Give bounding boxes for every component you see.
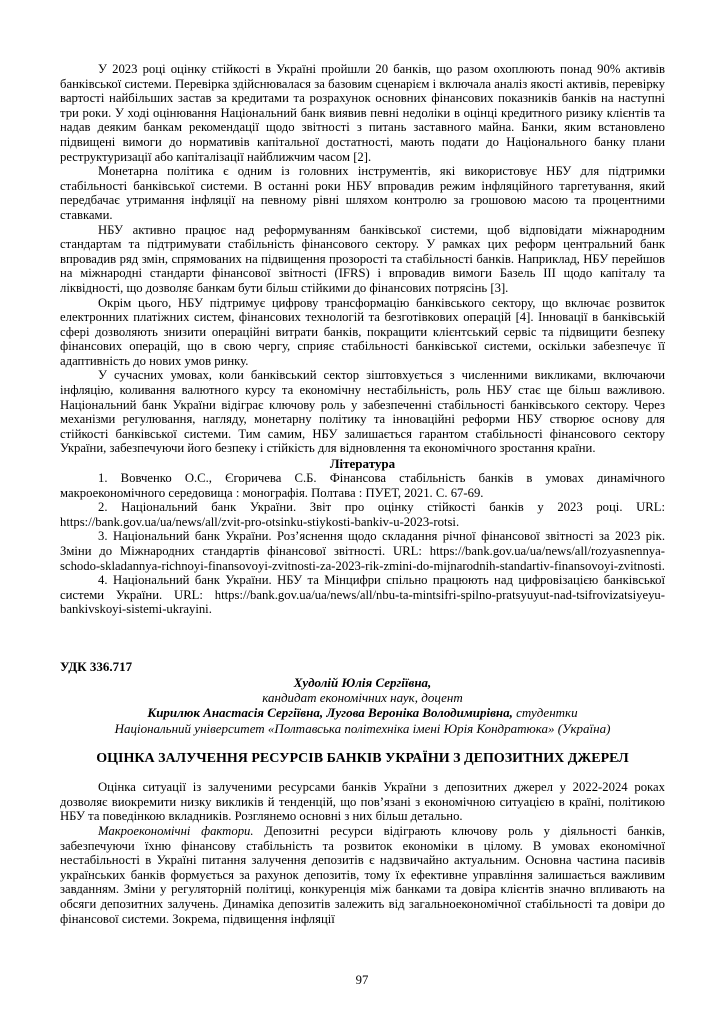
author1-role: кандидат економічних наук, доцент xyxy=(262,689,463,705)
affiliation: Національний університет «Полтавська політехніка імені Юрія Кондратюка» (Україна) xyxy=(114,720,611,736)
reference-item: 4. Національний банк України. НБУ та Мінцифри спільно працюють над цифровізацією банківської системи України. URL: https://bank.gov.ua/ua/news/all/nbu-ta-mintsifri-spilno-pratsyuyut-nad-tsifrovizatsiyeyu-bankivskoyi-sistemi-ukrayini. xyxy=(60,573,665,617)
body-paragraph xyxy=(60,824,665,926)
paragraph-rest: Депозитні ресурси відіграють ключову роль у діяльності банків, забезпечуючи їхню фінансову стабільність та розвиток економіки в цілому. В умовах економічної нестабільності в Україні питання залучення депозитів є надзвичайно актуальним. Основна частина пасивів українських банків формується за рахунок депозитів, тому їх ефективне управління залишається важливим завданням. Зміни у регуляторній політиці, конкуренція між банками та довіра клієнтів значно впливають на обсяги депозитних залучень. Динаміка депозитів залежить від загальноекономічної стабільності та довіри до фінансової системи. Зокрема, підвищення інфляції xyxy=(60,823,665,926)
body-paragraph: Оцінка ситуації із залученими ресурсами банків України з депозитних джерел у 2022-2024 роках дозволяє виокремити низку викликів й тенденцій, що пов’язані з економічною ситуацією в країні, політикою НБУ та поведінкою вкладників. Розглянемо основні з них більш детально. xyxy=(60,780,665,824)
author1-name: Худолій Юлія Сергіївна, xyxy=(293,674,432,690)
reference-item: 1. Вовченко О.С., Єгоричева С.Б. Фінансова стабільність банків в умовах динамічного макроекономічного середовища : монографія. Полтава : ПУЕТ, 2021. С. 67-69. xyxy=(60,471,665,500)
udk-code: УДК 336.717 xyxy=(60,658,133,674)
article2 xyxy=(60,660,665,926)
paragraph-lead-italic: Макроекономічні фактори. xyxy=(98,823,254,838)
page-number: 97 xyxy=(355,973,369,987)
authors-block xyxy=(60,675,665,737)
reference-item: 3. Національний банк України. Роз’яснення щодо складання річної фінансової звітності за 2023 рік. Зміни до Міжнародних стандартів фінансової звітності. URL: https://bank.gov.ua/ua/news/all/rozyasnennya-schodo-skladannya-richnoyi-finansovoyi-zvitnosti-za-2023-rik-zmini-do-mijnarodnih-standartiv-finansovoyi-zvitnosti. xyxy=(60,529,665,573)
literature-heading: Література xyxy=(329,456,396,472)
article1-body xyxy=(60,62,665,617)
page-footer xyxy=(0,973,724,988)
authors2-role: студентки xyxy=(512,705,578,721)
author-name xyxy=(60,675,665,690)
authors2-line xyxy=(60,705,665,720)
body-paragraph: У 2023 році оцінку стійкості в Україні пройшли 20 банків, що разом охоплюють понад 90% активів банківської системи. Перевірка здійснювалася за базовим сценарієм і включала аналіз якості активів, перевірку вартості найбільших застав за кредитами та розрахунок основних фінансових показників банків на наступні три роки. У ході оцінювання Національний банк виявив певні недоліки в оцінці кредитного ризику клієнтів та надав деяким банкам рекомендації щодо звітності з питань заставного майна. Банки, яким встановлено підвищені вимоги до нормативів капітальної достатності, мають подати до Національного банку плани реструктуризації або капіталізації найближчим часом [2]. xyxy=(60,62,665,164)
article-title: ОЦІНКА ЗАЛУЧЕННЯ РЕСУРСІВ БАНКІВ УКРАЇНИ З ДЕПОЗИТНИХ ДЖЕРЕЛ xyxy=(96,751,629,767)
reference-item: 2. Національний банк України. Звіт про оцінку стійкості банків у 2023 році. URL: https://bank.gov.ua/ua/news/all/zvit-pro-otsinku-stiykosti-bankiv-u-2023-rotsi. xyxy=(60,500,665,529)
body-paragraph: НБУ активно працює над реформуванням банківської системи, щоб відповідати міжнародним стандартам та підтримувати стабільність фінансового сектору. У рамках цих реформ центральний банк впровадив ряд змін, спрямованих на підвищення прозорості та стабільності банків. Наприклад, НБУ перейшов на міжнародні стандарти фінансової звітності (IFRS) і впровадив вимоги Базель III щодо капіталу та ліквідності, що дозволяє банкам бути більш стійкими до фінансових потрясінь [3]. xyxy=(60,222,665,295)
body-paragraph: У сучасних умовах, коли банківський сектор зіштовхується з численними викликами, включаючи інфляцію, коливання валютного курсу та економічну нестабільність, роль НБУ стає ще більш важливою. Національний банк України відіграє ключову роль у забезпеченні стабільності банківського сектору. Через механізми регулювання, нагляду, монетарну політику та інноваційні реформи НБУ створює основу для стійкості банківської системи. Тим самим, НБУ залишається гарантом стабільності фінансового сектору України, забезпечуючи його безпеку і стійкість для відновлення та економічного зростання країни. xyxy=(60,368,665,456)
body-paragraph: Монетарна політика є одним із головних інструментів, які використовує НБУ для підтримки стабільності банківської системи. В останні роки НБУ впровадив режим інфляційного таргетування, який передбачає утримання інфляції на певному рівні шляхом контролю за грошовою масою та процентними ставками. xyxy=(60,164,665,222)
authors2-names: Кирилюк Анастасія Сергіївна, Лугова Вероніка Володимирівна, xyxy=(147,705,513,721)
body-paragraph: Окрім цього, НБУ підтримує цифрову трансформацію банківського сектору, що включає розвиток електронних платіжних систем, фінансових технологій та безготівкових операцій [4]. Інновації в банківській сфері дозволяють знизити операційні витрати банків, покращити клієнтський сервіс та підвищити безпеку фінансових операцій, що в свою чергу, сприяє стабільності банківської системи, оскільки забезпечує її адаптивність до нових умов ринку. xyxy=(60,295,665,368)
